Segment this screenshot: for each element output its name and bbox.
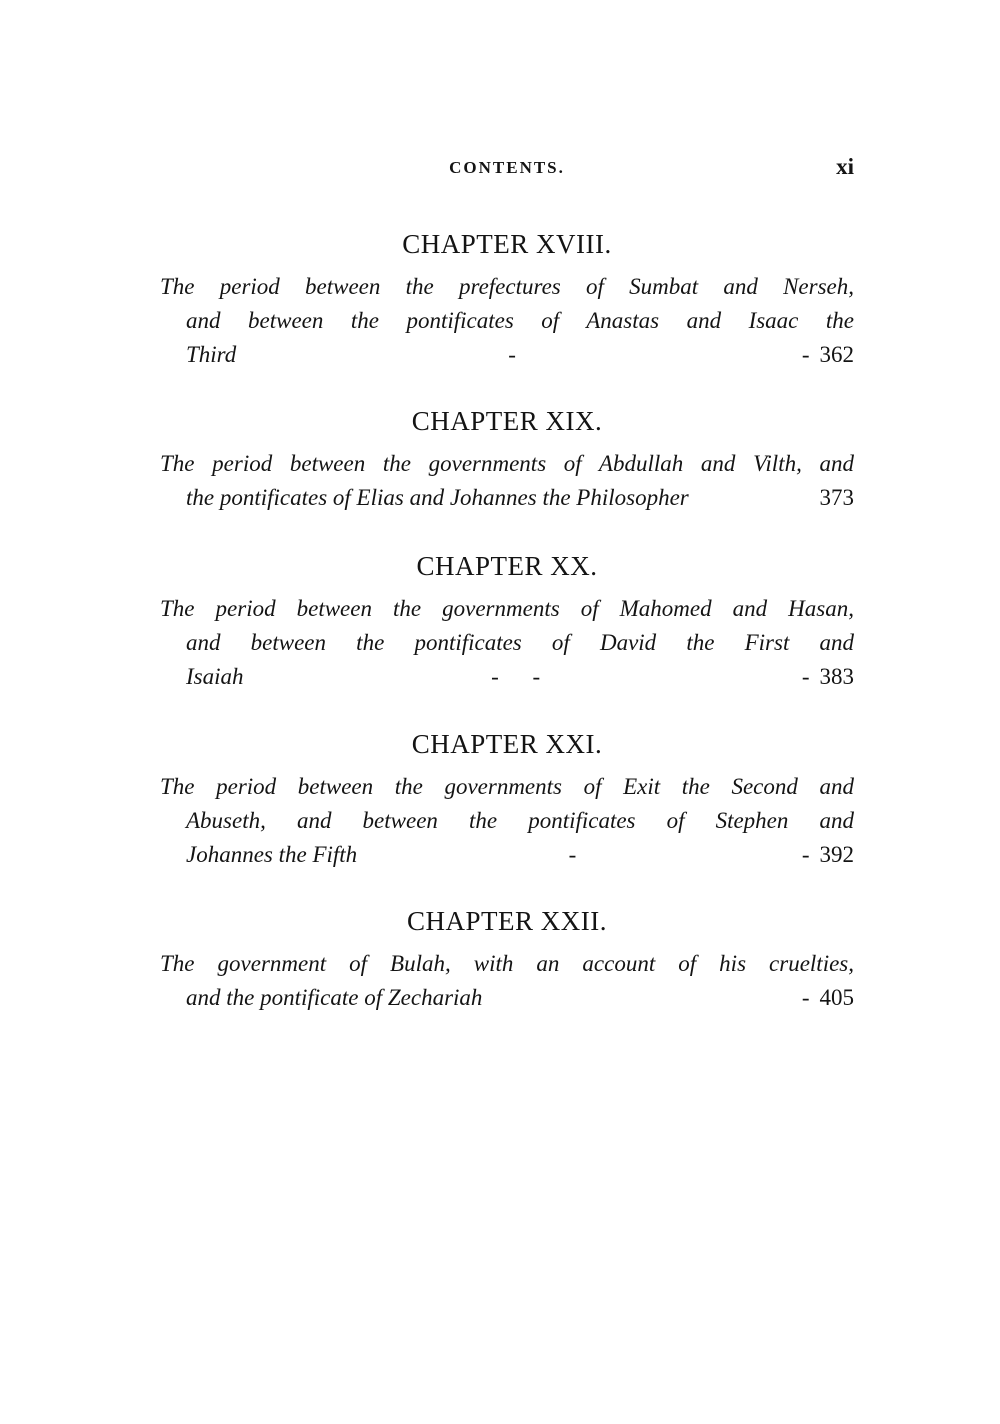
chapter-xxi: [160, 728, 854, 872]
chapter-xx: [160, 550, 854, 694]
chapter-xviii: [160, 228, 854, 372]
page-dash: -: [801, 664, 810, 689]
chapter-heading: CHAPTER XX.: [416, 551, 598, 581]
summary-line: [160, 447, 854, 481]
page-reference: [802, 660, 854, 694]
summary-line-text: The period between the governments of Mahomed and Hasan,: [160, 596, 854, 621]
summary-line-text: Abuseth, and between the pontificates of Stephen and: [186, 808, 854, 833]
summary-line: [160, 592, 854, 626]
chapter-xix: [160, 405, 854, 515]
summary-line: [160, 270, 854, 304]
running-title: CONTENTS.: [449, 158, 565, 177]
leader-dashes: -: [568, 842, 591, 867]
summary-line-text: Johannes the Fifth: [186, 842, 358, 867]
summary-line: [160, 304, 854, 338]
summary-line-with-page: [160, 481, 854, 515]
summary-line-text: Third: [186, 342, 237, 367]
chapter-xxii: [160, 905, 854, 1015]
summary-line-text: and between the pontificates of Anastas and Isaac the: [186, 308, 854, 333]
page-reference: [802, 338, 854, 372]
page-reference: [820, 481, 855, 515]
summary-line-with-page: [160, 660, 854, 694]
chapter-summary: [160, 770, 854, 872]
summary-line-text: The government of Bulah, with an account of his cruelties,: [160, 951, 854, 976]
page-number: xi: [836, 154, 854, 179]
summary-line: [160, 626, 854, 660]
summary-line-text: and the pontificate of Zechariah: [186, 985, 483, 1010]
chapter-summary: [160, 270, 854, 372]
chapter-summary: [160, 947, 854, 1015]
chapter-heading: CHAPTER XVIII.: [402, 229, 612, 259]
summary-line-with-page: [160, 981, 854, 1015]
page-reference: [802, 981, 854, 1015]
chapter-summary: [160, 447, 854, 515]
summary-line-text: The period between the governments of Abdullah and Vilth, and: [160, 451, 854, 476]
summary-line: [160, 947, 854, 981]
summary-line-with-page: [160, 838, 854, 872]
page-dash: -: [801, 342, 810, 367]
leader-dashes: - -: [491, 664, 555, 689]
page-reference-number: 405: [819, 985, 854, 1010]
summary-line-with-page: [160, 338, 854, 372]
page-reference: [802, 838, 854, 872]
summary-line-text: The period between the governments of Exit the Second and: [160, 774, 854, 799]
running-head: [160, 154, 854, 188]
page-reference-number: 362: [819, 342, 854, 367]
page-reference-number: 383: [819, 664, 854, 689]
chapter-heading: CHAPTER XXI.: [411, 729, 603, 759]
summary-line-text: Isaiah: [186, 664, 244, 689]
page-reference-number: 392: [819, 842, 854, 867]
summary-line-text: The period between the prefectures of Sumbat and Nerseh,: [160, 274, 854, 299]
page-dash: -: [801, 842, 810, 867]
summary-line: [160, 804, 854, 838]
summary-line-text: and between the pontificates of David the First and: [186, 630, 854, 655]
page-reference-number: 373: [819, 485, 854, 510]
summary-line-text: the pontificates of Elias and Johannes the Philosopher: [186, 485, 689, 510]
chapter-heading: CHAPTER XXII.: [407, 906, 607, 936]
chapter-summary: [160, 592, 854, 694]
summary-line: [160, 770, 854, 804]
leader-dashes: -: [508, 342, 530, 367]
chapter-heading: CHAPTER XIX.: [411, 406, 603, 436]
page-dash: -: [801, 985, 810, 1010]
